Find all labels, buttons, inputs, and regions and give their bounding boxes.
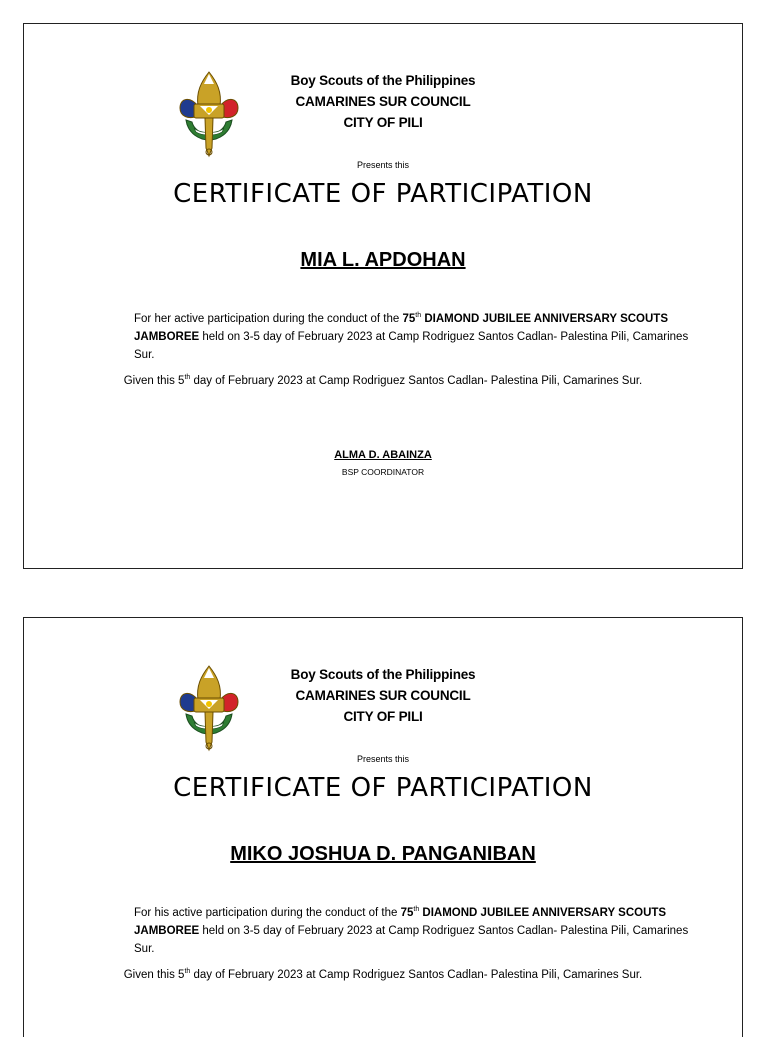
organization-header xyxy=(24,664,742,727)
certificate-title: CERTIFICATE OF PARTICIPATION xyxy=(173,179,593,209)
council-name: CAMARINES SUR COUNCIL xyxy=(295,688,471,703)
signer-name: ALMA D. ABAINZA xyxy=(334,449,432,461)
presents-text: Presents this xyxy=(356,754,410,764)
given-statement: Given this 5th day of February 2023 at Camp Rodriguez Santos Cadlan- Palestina Pili, Camarines Sur. xyxy=(123,374,643,387)
council-name: CAMARINES SUR COUNCIL xyxy=(295,94,471,109)
organization-name: Boy Scouts of the Philippines xyxy=(290,667,476,682)
signer-position: BSP COORDINATOR xyxy=(341,467,425,477)
organization-name: Boy Scouts of the Philippines xyxy=(290,73,476,88)
organization-header xyxy=(24,70,742,133)
city-name: CITY OF PILI xyxy=(343,709,423,724)
recipient-name: MIKO JOSHUA D. PANGANIBAN xyxy=(230,843,536,865)
city-name: CITY OF PILI xyxy=(343,115,423,130)
certificate-card xyxy=(23,23,743,569)
certificate-card xyxy=(23,617,743,1037)
participation-statement: For her active participation during the conduct of the 75th DIAMOND JUBILEE ANNIVERSARY SCOUTS JAMBOREE held on 3-5 day of February 2023 at Camp Rodriguez Santos Cadlan- Palestina Pili, Camarines Sur. xyxy=(134,312,689,361)
given-statement: Given this 5th day of February 2023 at Camp Rodriguez Santos Cadlan- Palestina Pili, Camarines Sur. xyxy=(123,968,643,981)
recipient-name: MIA L. APDOHAN xyxy=(300,249,466,271)
participation-statement: For his active participation during the conduct of the 75th DIAMOND JUBILEE ANNIVERSARY SCOUTS JAMBOREE held on 3-5 day of February 2023 at Camp Rodriguez Santos Cadlan- Palestina Pili, Camarines Sur. xyxy=(134,906,689,955)
presents-text: Presents this xyxy=(356,160,410,170)
certificate-title: CERTIFICATE OF PARTICIPATION xyxy=(173,773,593,803)
